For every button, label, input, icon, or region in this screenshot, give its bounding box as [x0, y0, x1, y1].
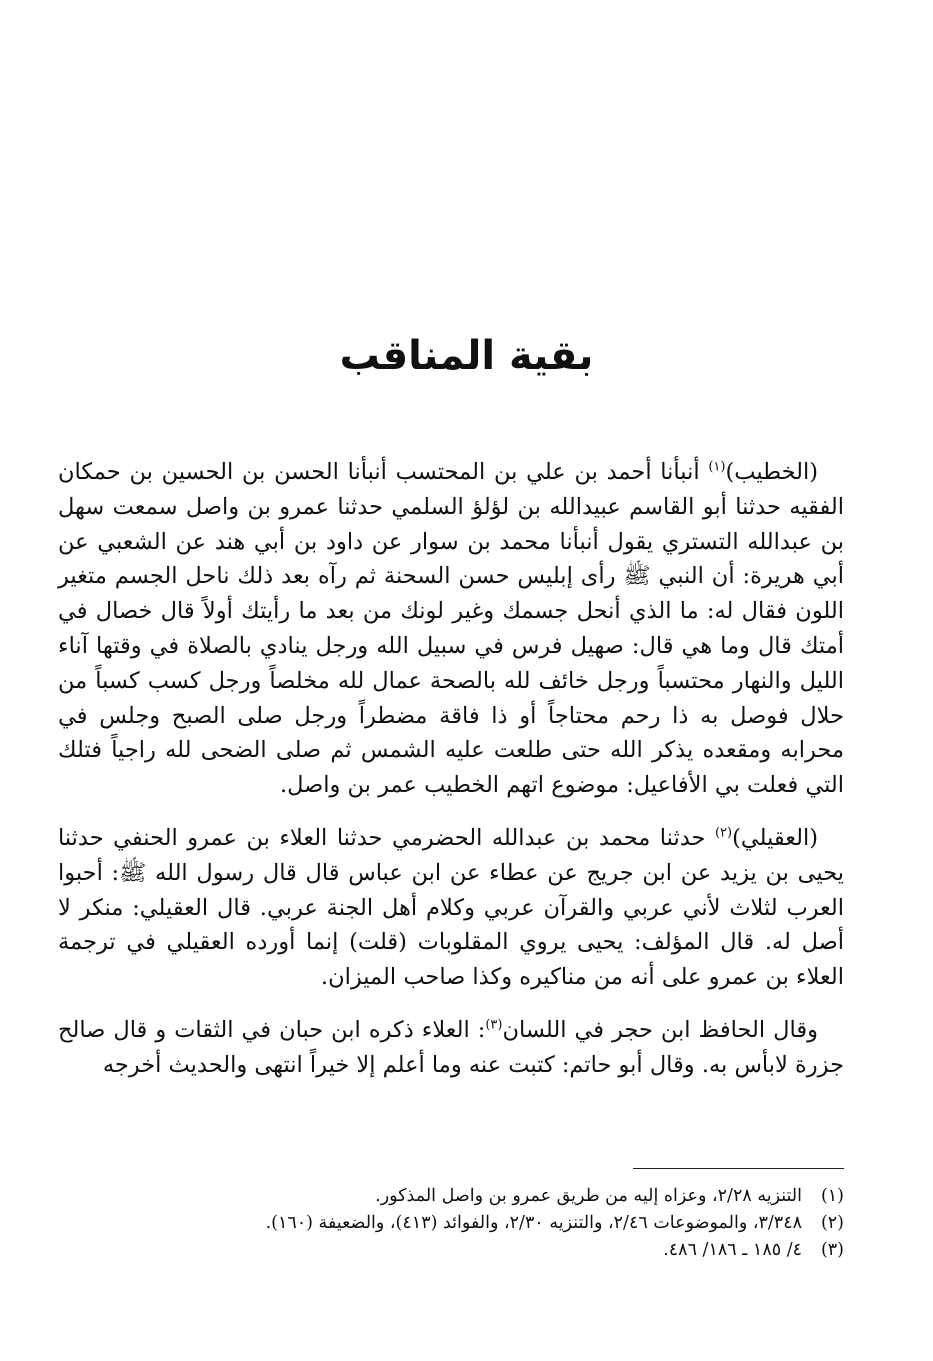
paragraph-lead: وقال الحافظ ابن حجر في اللسان [502, 1016, 818, 1043]
footnotes [120, 1183, 844, 1264]
footnote-divider [633, 1168, 844, 1169]
footnote-text: ٤/ ١٨٥ ـ ١٨٦/ ٤٨٦. [663, 1240, 802, 1260]
page-title: بقية المناقب [339, 333, 594, 379]
paragraph-body: : العلاء ذكره ابن حبان في الثقات و قال صالح جزرة لابأس به. وقال أبو حاتم: كتبت عنه وما أعلم إلا خيراً انتهى والحديث أخرجه [58, 1016, 844, 1078]
footnote-number: (٢) [820, 1213, 844, 1233]
footnote-item [120, 1237, 844, 1264]
footnote-number: (١) [820, 1186, 844, 1206]
paragraph-uqaili [58, 821, 844, 995]
paragraph-body: أنبأنا أحمد بن علي بن المحتسب أنبأنا الحسن بن الحسين بن حمكان الفقيه حدثنا أبو القاسم عبيدالله بن لؤلؤ السلمي حدثنا عمرو بن واصل سمعت سهل بن عبدالله التستري يقول أنبأنا محمد بن سوار عن داود بن أبي هند عن الشعبي عن أبي هريرة: أن النبي ﷺ رأى إبليس حسن السحنة ثم رآه بعد ذلك ناحل الجسم متغير اللون فقال له: ما الذي أنحل جسمك وغير لونك من بعد ما رأيتك أولاً قال خصال في أمتك قال وما هي قال: صهيل فرس في سبيل الله ورجل ينادي بالصلاة في وقتها آناء الليل والنهار محتسباً ورجل خائف لله بالصحة عمال لله مخلصاً ورجل كسب كسباً من حلال فوصل به ذا رحم محتاجاً أو ذا فاقة مضطراً ورجل صلى الصبح وجلس في محرابه ومقعده يذكر الله حتى طلعت عليه الشمس ثم صلى الضحى لله راجياً فتلك التي فعلت بي الأفاعيل: موضوع اتهم الخطيب عمر بن واصل. [58, 459, 844, 799]
footnote-item [120, 1183, 844, 1210]
paragraph-ibn-hajar [58, 1013, 844, 1083]
footnote-ref: (١) [708, 459, 726, 475]
main-text [58, 455, 844, 1101]
paragraph-lead: (الخطيب) [725, 459, 818, 485]
paragraph-body: حدثنا محمد بن عبدالله الحضرمي حدثنا العلاء بن عمرو الحنفي حدثنا يحيى بن يزيد عن ابن جريج عن عطاء عن ابن عباس قال قال رسول الله ﷺ: أحبوا العرب لثلاث لأني عربي والقرآن عربي وكلام أهل الجنة عربي. قال العقيلي: منكر لا أصل له. قال المؤلف: يحيى يروي المقلوبات (قلت) إنما أورده العقيلي في ترجمة العلاء بن عمرو على أنه من مناكيره وكذا صاحب الميزان. [58, 824, 844, 991]
footnote-text: ٣/٣٤٨، والموضوعات ٢/٤٦، والتنزيه ٢/٣٠، والفوائد (٤١٣)، والضعيفة (١٦٠). [265, 1213, 802, 1233]
footnote-item [120, 1210, 844, 1237]
paragraph-lead: (العقيلي) [732, 824, 818, 851]
footnote-ref: (٣) [485, 1017, 503, 1033]
footnote-ref: (٢) [714, 825, 733, 841]
footnote-text: التنزيه ٢/٢٨، وعزاه إليه من طريق عمرو بن واصل المذكور. [375, 1186, 802, 1206]
footnote-number: (٣) [820, 1240, 844, 1260]
paragraph-khatib [58, 455, 844, 803]
